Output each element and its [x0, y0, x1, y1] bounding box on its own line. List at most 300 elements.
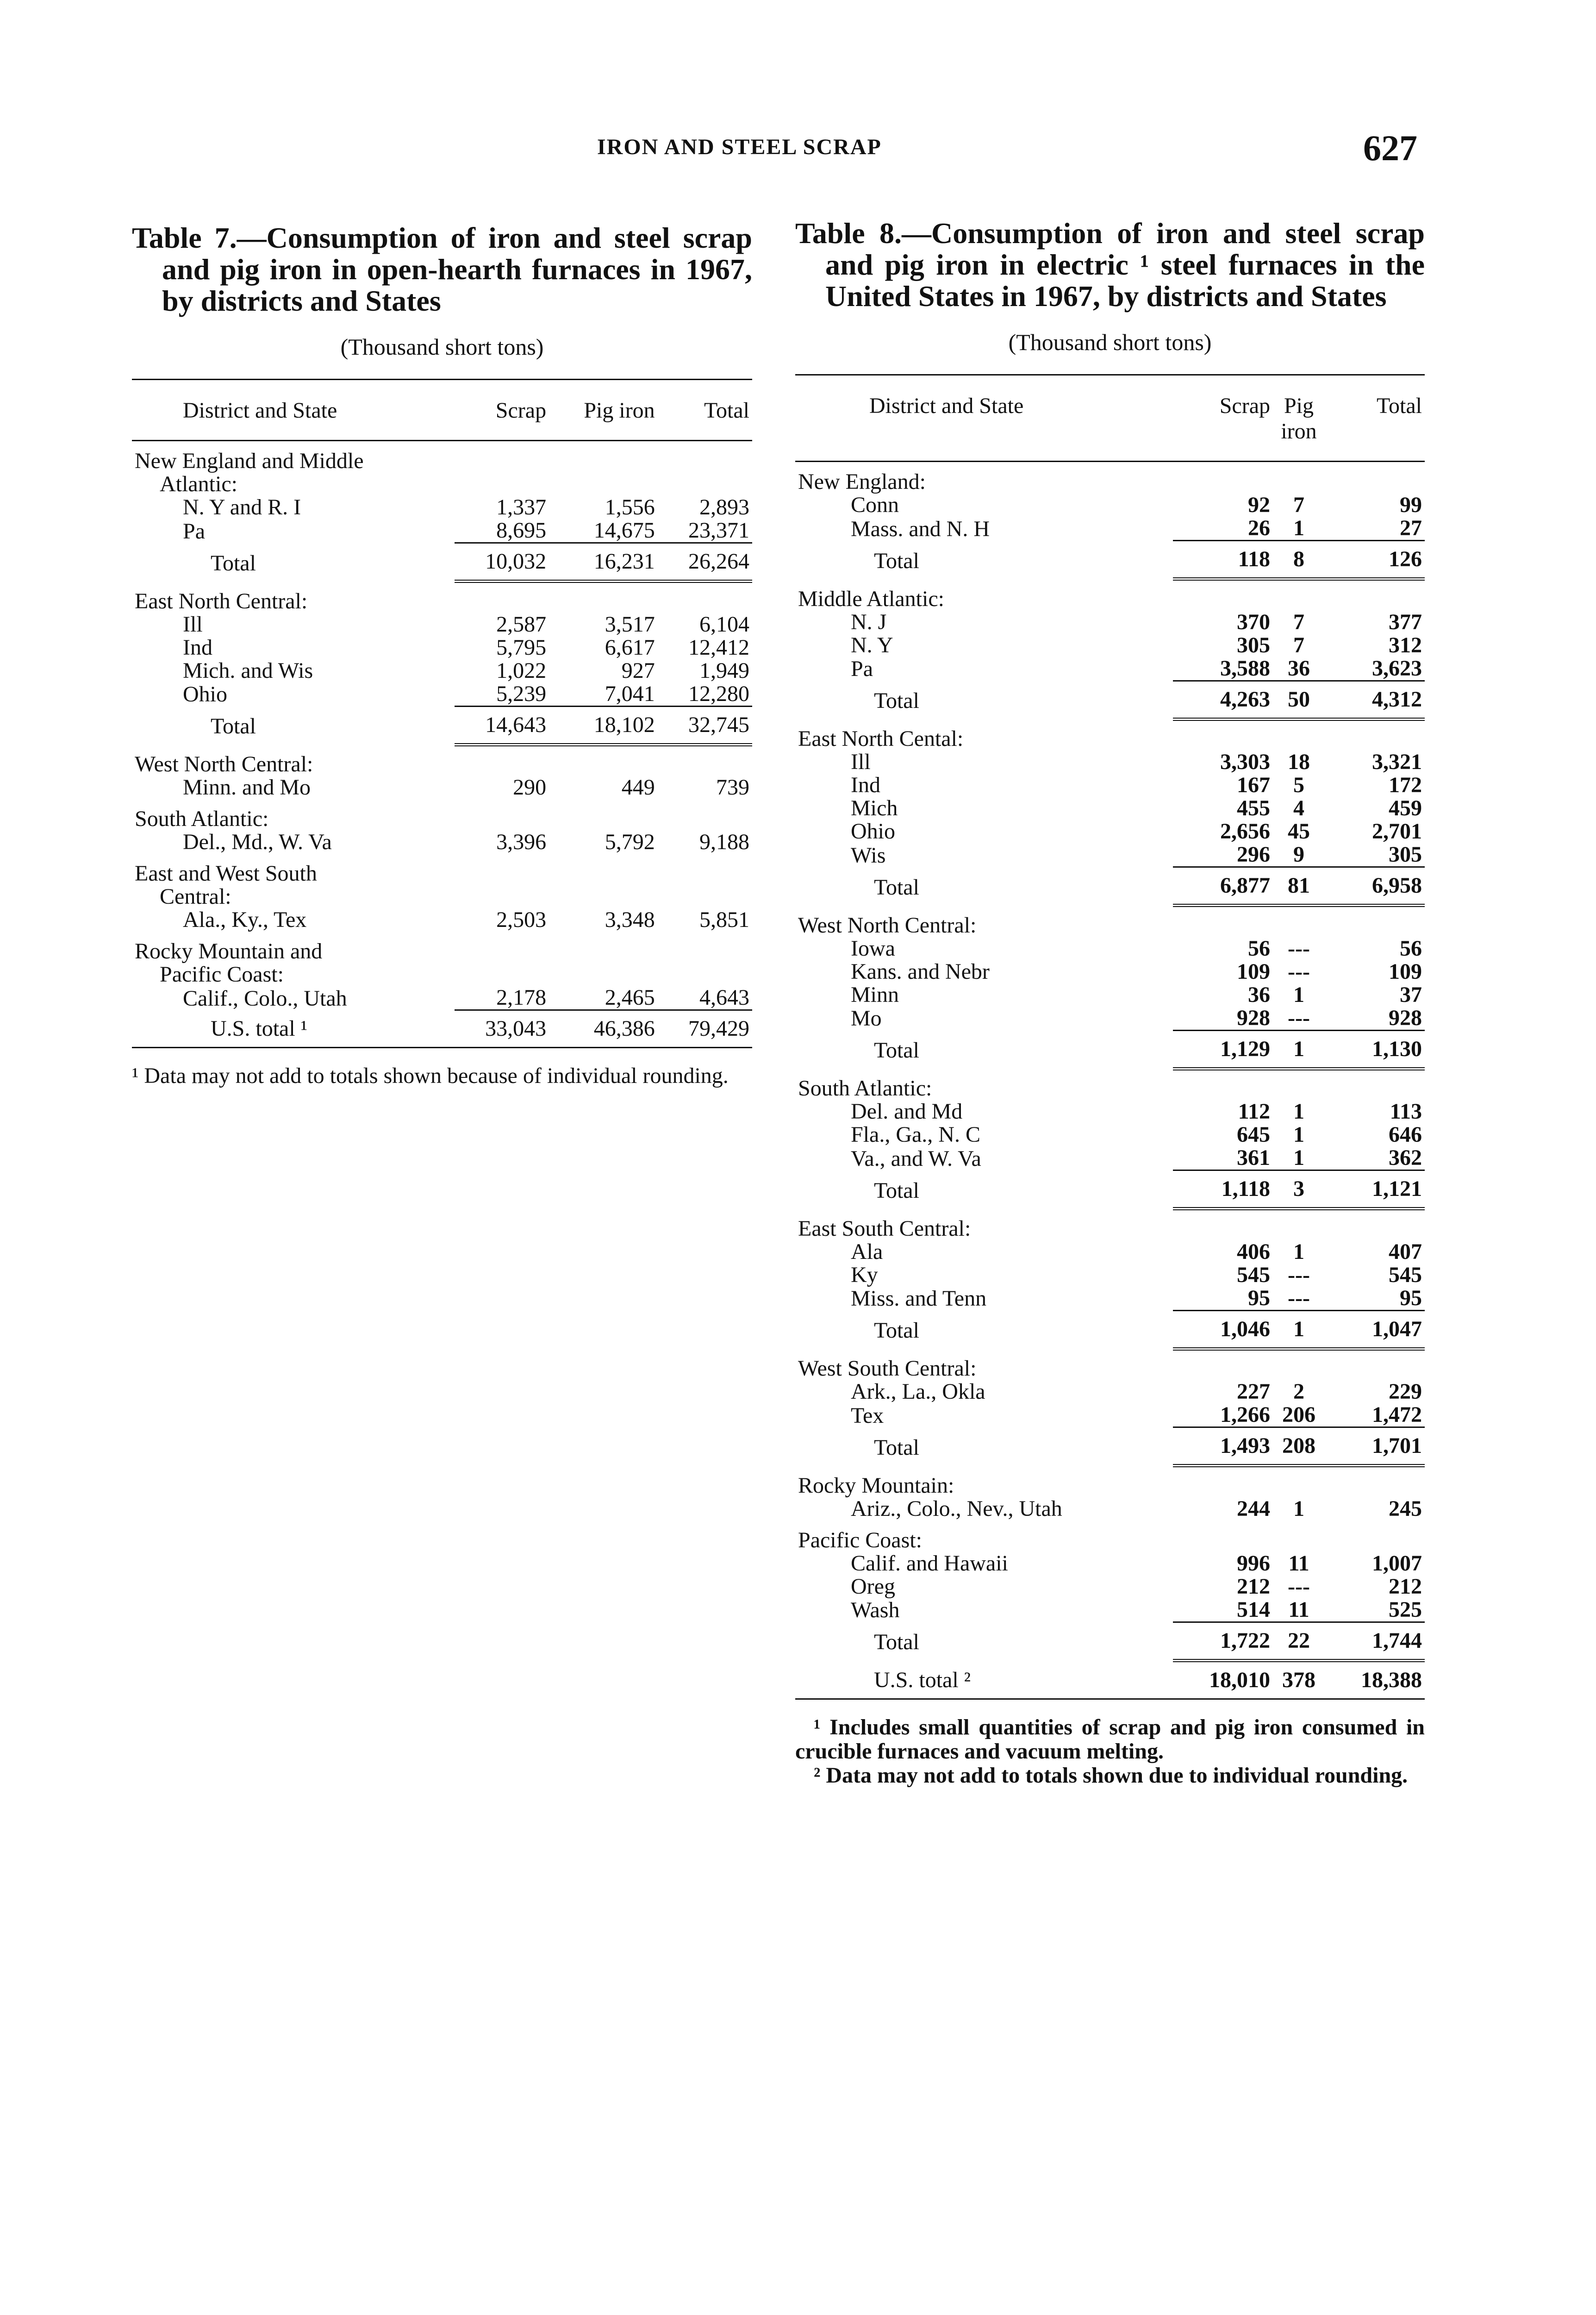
row-label: East South Central: — [798, 1216, 971, 1241]
row-label: Total — [874, 1630, 919, 1654]
row-value-scrap: 14,643 — [455, 706, 549, 745]
empty-cell — [455, 582, 549, 613]
row-value-scrap: 1,046 — [1173, 1310, 1273, 1349]
row-value-total: 229 — [1389, 1379, 1422, 1404]
row-label: Ill — [851, 750, 871, 774]
table8-row-child — [795, 1100, 1425, 1123]
row-label: South Atlantic: — [798, 1076, 932, 1101]
row-value-total: 113 — [1390, 1099, 1422, 1124]
empty-cell — [1173, 462, 1273, 494]
row-label: West North Central: — [135, 752, 313, 776]
row-value-pig-iron: 1 — [1273, 1030, 1325, 1069]
table7-row-group — [132, 441, 752, 473]
row-label: Mich. and Wis — [183, 658, 313, 683]
row-value-total: 6,104 — [699, 612, 749, 637]
row-label: Ark., La., Okla — [851, 1379, 985, 1404]
table7-units: (Thousand short tons) — [340, 334, 544, 360]
table7-row-group — [132, 582, 752, 613]
empty-cell — [455, 963, 549, 986]
table8-row-child — [795, 1287, 1425, 1311]
row-value-scrap: 3,396 — [496, 830, 547, 854]
table8-units: (Thousand short tons) — [1008, 329, 1212, 355]
row-label: Conn — [851, 493, 899, 517]
table8-body — [795, 462, 1425, 1699]
row-label: Rocky Mountain and — [135, 939, 323, 964]
row-value-total: 12,412 — [688, 635, 749, 660]
empty-cell — [549, 745, 658, 776]
table7-row-group — [132, 932, 752, 963]
table7-row-child — [132, 986, 752, 1010]
row-label: Ariz., Colo., Nev., Utah — [851, 1496, 1062, 1521]
table8-row-group — [795, 719, 1425, 751]
row-value-total: 4,643 — [699, 985, 749, 1010]
empty-cell — [1273, 1466, 1325, 1497]
row-value-scrap: 305 — [1237, 632, 1270, 657]
row-value-scrap: 5,795 — [496, 635, 547, 660]
table7-row-child — [132, 636, 752, 659]
empty-cell — [1325, 1466, 1425, 1497]
row-value-pig-iron: 6,617 — [605, 635, 655, 660]
table7-body — [132, 441, 752, 1048]
row-value-pig-iron: 3 — [1273, 1170, 1325, 1209]
row-label: Ohio — [183, 682, 227, 707]
row-value-total: 1,047 — [1325, 1310, 1425, 1349]
row-value-scrap: 3,303 — [1220, 750, 1270, 774]
row-label: Calif. and Hawaii — [851, 1551, 1008, 1576]
table8-row-group — [795, 1069, 1425, 1100]
row-value-scrap: 455 — [1237, 796, 1270, 820]
empty-cell — [658, 932, 752, 963]
row-value-total: 172 — [1389, 773, 1422, 797]
table7-row-child — [132, 776, 752, 799]
row-value-total: 99 — [1400, 493, 1422, 517]
row-value-total: 26,264 — [658, 543, 752, 582]
table8-row-total — [795, 541, 1425, 579]
row-label: Ky — [851, 1262, 878, 1287]
row-value-scrap: 6,877 — [1173, 867, 1273, 906]
row-label: Kans. and Nebr — [851, 959, 990, 984]
row-value-pig-iron: --- — [1288, 936, 1310, 961]
row-label: Total — [211, 551, 256, 576]
table7-row-child — [132, 659, 752, 682]
empty-cell — [549, 473, 658, 496]
row-label: Minn. and Mo — [183, 775, 311, 800]
row-value-pig-iron: 81 — [1273, 867, 1325, 906]
row-value-total: 6,958 — [1325, 867, 1425, 906]
table7-row-child — [132, 682, 752, 707]
table8-row-total — [795, 1660, 1425, 1699]
table8-row-child — [795, 634, 1425, 657]
table8-row-child — [795, 1123, 1425, 1146]
table8-row-child — [795, 517, 1425, 541]
table8-row-total — [795, 867, 1425, 906]
row-value-pig-iron: 2,465 — [605, 985, 655, 1010]
row-value-pig-iron: 36 — [1288, 656, 1310, 681]
row-value-total: 1,472 — [1372, 1402, 1422, 1427]
row-value-pig-iron: 1 — [1293, 1239, 1304, 1264]
empty-cell — [455, 885, 549, 908]
empty-cell — [1273, 1069, 1325, 1100]
row-label: Total — [874, 1318, 919, 1343]
table8-col-total: Total — [1325, 375, 1425, 462]
table8-row-child — [795, 820, 1425, 843]
table7-footnote: ¹ Data may not add to totals shown because of individual rounding. — [132, 1064, 729, 1088]
table7-row-group — [132, 854, 752, 885]
table8-row-group — [795, 579, 1425, 611]
table8-row-group — [795, 906, 1425, 937]
row-value-scrap: 10,032 — [455, 543, 549, 582]
row-value-total: 407 — [1389, 1239, 1422, 1264]
table8-row-total — [795, 1310, 1425, 1349]
row-value-pig-iron: 8 — [1273, 541, 1325, 579]
row-value-total: 305 — [1389, 842, 1422, 867]
table8-row-child — [795, 494, 1425, 517]
empty-cell — [455, 745, 549, 776]
empty-cell — [1325, 719, 1425, 751]
row-value-scrap: 370 — [1237, 609, 1270, 634]
row-value-pig-iron: 7 — [1293, 609, 1304, 634]
row-value-total: 37 — [1400, 982, 1422, 1007]
row-value-total: 312 — [1389, 632, 1422, 657]
table7-row-total — [132, 1010, 752, 1048]
table8-row-child — [795, 1575, 1425, 1598]
empty-cell — [658, 582, 752, 613]
row-label: West North Central: — [798, 913, 977, 938]
row-value-total: 3,321 — [1372, 750, 1422, 774]
row-value-total: 525 — [1389, 1597, 1422, 1622]
row-value-pig-iron: 9 — [1293, 842, 1304, 867]
row-value-total: 109 — [1389, 959, 1422, 984]
row-value-scrap: 290 — [513, 775, 547, 800]
row-value-pig-iron: 1 — [1293, 516, 1304, 540]
row-value-scrap: 26 — [1248, 516, 1270, 540]
empty-cell — [1173, 719, 1273, 751]
row-label: Calif., Colo., Utah — [183, 986, 347, 1011]
table8 — [795, 374, 1425, 1700]
empty-cell — [1273, 1349, 1325, 1380]
row-value-pig-iron: 16,231 — [549, 543, 658, 582]
table8-row-total — [795, 1170, 1425, 1209]
table8-col-district: District and State — [795, 375, 1173, 462]
row-label: Mass. and N. H — [851, 516, 990, 541]
row-value-pig-iron: 206 — [1282, 1402, 1315, 1427]
row-value-total: 1,121 — [1325, 1170, 1425, 1209]
table8-row-total — [795, 681, 1425, 719]
table8-row-child — [795, 843, 1425, 867]
row-value-total: 126 — [1325, 541, 1425, 579]
row-value-scrap: 1,266 — [1220, 1402, 1270, 1427]
row-value-pig-iron: 11 — [1288, 1551, 1309, 1576]
empty-cell — [549, 963, 658, 986]
row-value-pig-iron: --- — [1288, 1005, 1310, 1030]
empty-cell — [1325, 906, 1425, 937]
row-value-scrap: 406 — [1237, 1239, 1270, 1264]
table8-row-child — [795, 611, 1425, 634]
row-value-total: 928 — [1389, 1005, 1422, 1030]
row-value-scrap: 514 — [1237, 1597, 1270, 1622]
row-label: Mo — [851, 1006, 882, 1031]
row-label: Fla., Ga., N. C — [851, 1122, 980, 1147]
row-label: Del. and Md — [851, 1099, 963, 1124]
row-value-scrap: 56 — [1248, 936, 1270, 961]
empty-cell — [1173, 1520, 1273, 1552]
row-value-scrap: 296 — [1237, 842, 1270, 867]
row-label: Ind — [183, 635, 212, 660]
row-value-scrap: 1,118 — [1173, 1170, 1273, 1209]
row-value-scrap: 112 — [1238, 1099, 1270, 1124]
table8-row-child — [795, 1146, 1425, 1170]
table7-section — [132, 222, 752, 1088]
row-label: Total — [874, 875, 919, 900]
row-value-pig-iron: 5,792 — [605, 830, 655, 854]
row-value-pig-iron: 2 — [1293, 1379, 1304, 1404]
table8-row-child — [795, 1497, 1425, 1520]
empty-cell — [549, 854, 658, 885]
row-label: Wis — [851, 843, 886, 868]
row-value-total: 1,744 — [1325, 1622, 1425, 1660]
empty-cell — [549, 799, 658, 831]
row-value-scrap: 18,010 — [1173, 1660, 1273, 1699]
table8-row-child — [795, 1240, 1425, 1264]
row-label: Ill — [183, 612, 203, 637]
row-value-total: 32,745 — [658, 706, 752, 745]
table8-row-child — [795, 751, 1425, 774]
table8-row-group — [795, 1349, 1425, 1380]
row-label: Ohio — [851, 819, 895, 844]
row-value-total: 9,188 — [699, 830, 749, 854]
row-label: Ala — [851, 1239, 883, 1264]
row-value-pig-iron: 4 — [1293, 796, 1304, 820]
table8-col-scrap: Scrap — [1173, 375, 1273, 462]
row-label: U.S. total ¹ — [132, 1010, 455, 1048]
empty-cell — [1173, 1209, 1273, 1240]
row-value-pig-iron: 45 — [1288, 819, 1310, 844]
row-label: Total — [874, 1435, 919, 1460]
row-label: Middle Atlantic: — [798, 586, 944, 611]
table8-row-child — [795, 774, 1425, 797]
empty-cell — [1325, 1069, 1425, 1100]
row-label: Atlantic: — [160, 472, 237, 496]
empty-cell — [1325, 462, 1425, 494]
row-value-scrap: 5,239 — [496, 681, 547, 706]
row-value-total: 18,388 — [1325, 1660, 1425, 1699]
table7-row-child — [132, 908, 752, 932]
row-value-scrap: 118 — [1173, 541, 1273, 579]
row-label: Rocky Mountain: — [798, 1473, 954, 1498]
row-label: U.S. total ² — [795, 1660, 1173, 1699]
row-value-pig-iron: 11 — [1288, 1597, 1309, 1622]
row-label: Va., and W. Va — [851, 1146, 981, 1171]
row-value-pig-iron: 14,675 — [593, 518, 655, 543]
empty-cell — [1325, 1349, 1425, 1380]
row-value-total: 1,701 — [1325, 1427, 1425, 1466]
row-value-scrap: 1,022 — [496, 658, 547, 683]
table8-row-child — [795, 1007, 1425, 1031]
row-value-pig-iron: --- — [1288, 1574, 1310, 1599]
row-value-pig-iron: 22 — [1273, 1622, 1325, 1660]
table7-row-total — [132, 706, 752, 745]
row-value-pig-iron: --- — [1288, 959, 1310, 984]
row-label: Total — [874, 688, 919, 713]
table8-row-child — [795, 1264, 1425, 1287]
row-value-pig-iron: 7 — [1293, 632, 1304, 657]
table8-row-child — [795, 657, 1425, 681]
row-value-pig-iron: 7 — [1293, 493, 1304, 517]
table8-row-group — [795, 1466, 1425, 1497]
empty-cell — [1273, 462, 1325, 494]
empty-cell — [1173, 1069, 1273, 1100]
table8-footnote-2: ² Data may not add to totals shown due to individual rounding. — [814, 1763, 1408, 1788]
row-value-scrap: 212 — [1237, 1574, 1270, 1599]
row-label: East North Cental: — [798, 726, 964, 751]
row-value-pig-iron: 1 — [1293, 1145, 1304, 1170]
empty-cell — [455, 441, 549, 473]
empty-cell — [1325, 1209, 1425, 1240]
table7-row-group — [132, 799, 752, 831]
row-value-pig-iron: --- — [1288, 1262, 1310, 1287]
table8-row-child — [795, 1403, 1425, 1427]
row-value-scrap: 109 — [1237, 959, 1270, 984]
table7-col-pigiron: Pig iron — [549, 380, 658, 441]
row-label: Total — [874, 1038, 919, 1063]
empty-cell — [658, 745, 752, 776]
table7-col-scrap: Scrap — [455, 380, 549, 441]
row-value-total: 1,007 — [1372, 1551, 1422, 1576]
row-label: Total — [211, 714, 256, 738]
table8-row-child — [795, 1598, 1425, 1622]
empty-cell — [549, 885, 658, 908]
row-label: Ind — [851, 773, 880, 797]
table8-row-total — [795, 1427, 1425, 1466]
row-value-scrap: 244 — [1237, 1496, 1270, 1521]
empty-cell — [658, 963, 752, 986]
row-value-pig-iron: 1 — [1293, 1496, 1304, 1521]
row-label: Tex — [851, 1403, 884, 1428]
row-value-total: 79,429 — [658, 1010, 752, 1048]
row-value-pig-iron: 1 — [1293, 982, 1304, 1007]
row-label: N. Y — [851, 632, 893, 657]
table8-row-child — [795, 960, 1425, 983]
row-value-scrap: 2,587 — [496, 612, 547, 637]
row-value-pig-iron: 5 — [1293, 773, 1304, 797]
row-value-total: 545 — [1389, 1262, 1422, 1287]
empty-cell — [658, 799, 752, 831]
table8-section — [795, 218, 1425, 1788]
row-value-total: 459 — [1389, 796, 1422, 820]
table7 — [132, 379, 752, 1048]
row-label: Oreg — [851, 1574, 895, 1599]
row-value-total: 2,893 — [699, 495, 749, 519]
empty-cell — [1173, 1349, 1273, 1380]
row-label: West South Central: — [798, 1356, 977, 1381]
row-value-scrap: 2,178 — [496, 985, 547, 1010]
row-value-scrap: 4,263 — [1173, 681, 1273, 719]
empty-cell — [1273, 1209, 1325, 1240]
row-label: Pacific Coast: — [798, 1527, 922, 1552]
empty-cell — [658, 854, 752, 885]
row-value-pig-iron: 3,348 — [605, 907, 655, 932]
empty-cell — [658, 885, 752, 908]
row-value-scrap: 1,337 — [496, 495, 547, 519]
empty-cell — [455, 932, 549, 963]
row-value-pig-iron: 927 — [621, 658, 655, 683]
table7-row-sub — [132, 885, 752, 908]
row-label: Total — [874, 548, 919, 573]
table8-row-child — [795, 1380, 1425, 1403]
row-value-scrap: 3,588 — [1220, 656, 1270, 681]
empty-cell — [1173, 579, 1273, 611]
row-value-scrap: 167 — [1237, 773, 1270, 797]
row-value-total: 377 — [1389, 609, 1422, 634]
table7-col-total: Total — [658, 380, 752, 441]
row-value-total: 95 — [1400, 1285, 1422, 1310]
row-label: Iowa — [851, 936, 895, 961]
empty-cell — [1273, 719, 1325, 751]
table8-row-child — [795, 797, 1425, 820]
row-value-scrap: 8,695 — [496, 518, 547, 543]
table8-row-child — [795, 983, 1425, 1007]
table8-row-group — [795, 462, 1425, 494]
row-label: N. J — [851, 609, 887, 634]
table7-col-district: District and State — [132, 380, 455, 441]
table7-row-child — [132, 496, 752, 519]
row-label: Minn — [851, 982, 899, 1007]
row-value-pig-iron: 7,041 — [605, 681, 655, 706]
row-value-scrap: 92 — [1248, 493, 1270, 517]
empty-cell — [1325, 579, 1425, 611]
row-value-scrap: 2,656 — [1220, 819, 1270, 844]
table8-row-child — [795, 937, 1425, 960]
row-value-scrap: 996 — [1237, 1551, 1270, 1576]
row-label: Miss. and Tenn — [851, 1286, 987, 1311]
row-label: New England: — [798, 469, 926, 494]
row-value-pig-iron: 50 — [1273, 681, 1325, 719]
table8-footnote-1: ¹ Includes small quantities of scrap and pig iron consumed in crucible furnaces and vacuum melting. — [795, 1714, 1425, 1764]
table7-row-child — [132, 519, 752, 543]
row-value-total: 739 — [716, 775, 749, 800]
row-value-total: 3,623 — [1372, 656, 1422, 681]
row-value-scrap: 1,129 — [1173, 1030, 1273, 1069]
row-value-pig-iron: 1 — [1293, 1099, 1304, 1124]
row-label: Wash — [851, 1598, 900, 1622]
empty-cell — [658, 441, 752, 473]
row-value-total: 12,280 — [688, 681, 749, 706]
row-value-pig-iron: 46,386 — [549, 1010, 658, 1048]
page-number: 627 — [1363, 128, 1417, 168]
row-value-pig-iron: --- — [1288, 1285, 1310, 1310]
table7-row-child — [132, 613, 752, 636]
table7-row-sub — [132, 473, 752, 496]
row-label: South Atlantic: — [135, 807, 269, 831]
empty-cell — [1173, 1466, 1273, 1497]
row-label: Total — [874, 1178, 919, 1203]
row-label: Mich — [851, 796, 898, 820]
table7-row-group — [132, 745, 752, 776]
table7-row-child — [132, 831, 752, 854]
empty-cell — [455, 473, 549, 496]
row-value-scrap: 645 — [1237, 1122, 1270, 1147]
row-label: N. Y and R. I — [183, 495, 301, 519]
row-value-total: 1,130 — [1325, 1030, 1425, 1069]
empty-cell — [455, 854, 549, 885]
row-value-scrap: 1,493 — [1173, 1427, 1273, 1466]
empty-cell — [658, 473, 752, 496]
table8-row-total — [795, 1030, 1425, 1069]
row-label: Pa — [851, 657, 873, 681]
row-value-scrap: 1,722 — [1173, 1622, 1273, 1660]
row-value-total: 245 — [1389, 1496, 1422, 1521]
row-value-total: 2,701 — [1372, 819, 1422, 844]
